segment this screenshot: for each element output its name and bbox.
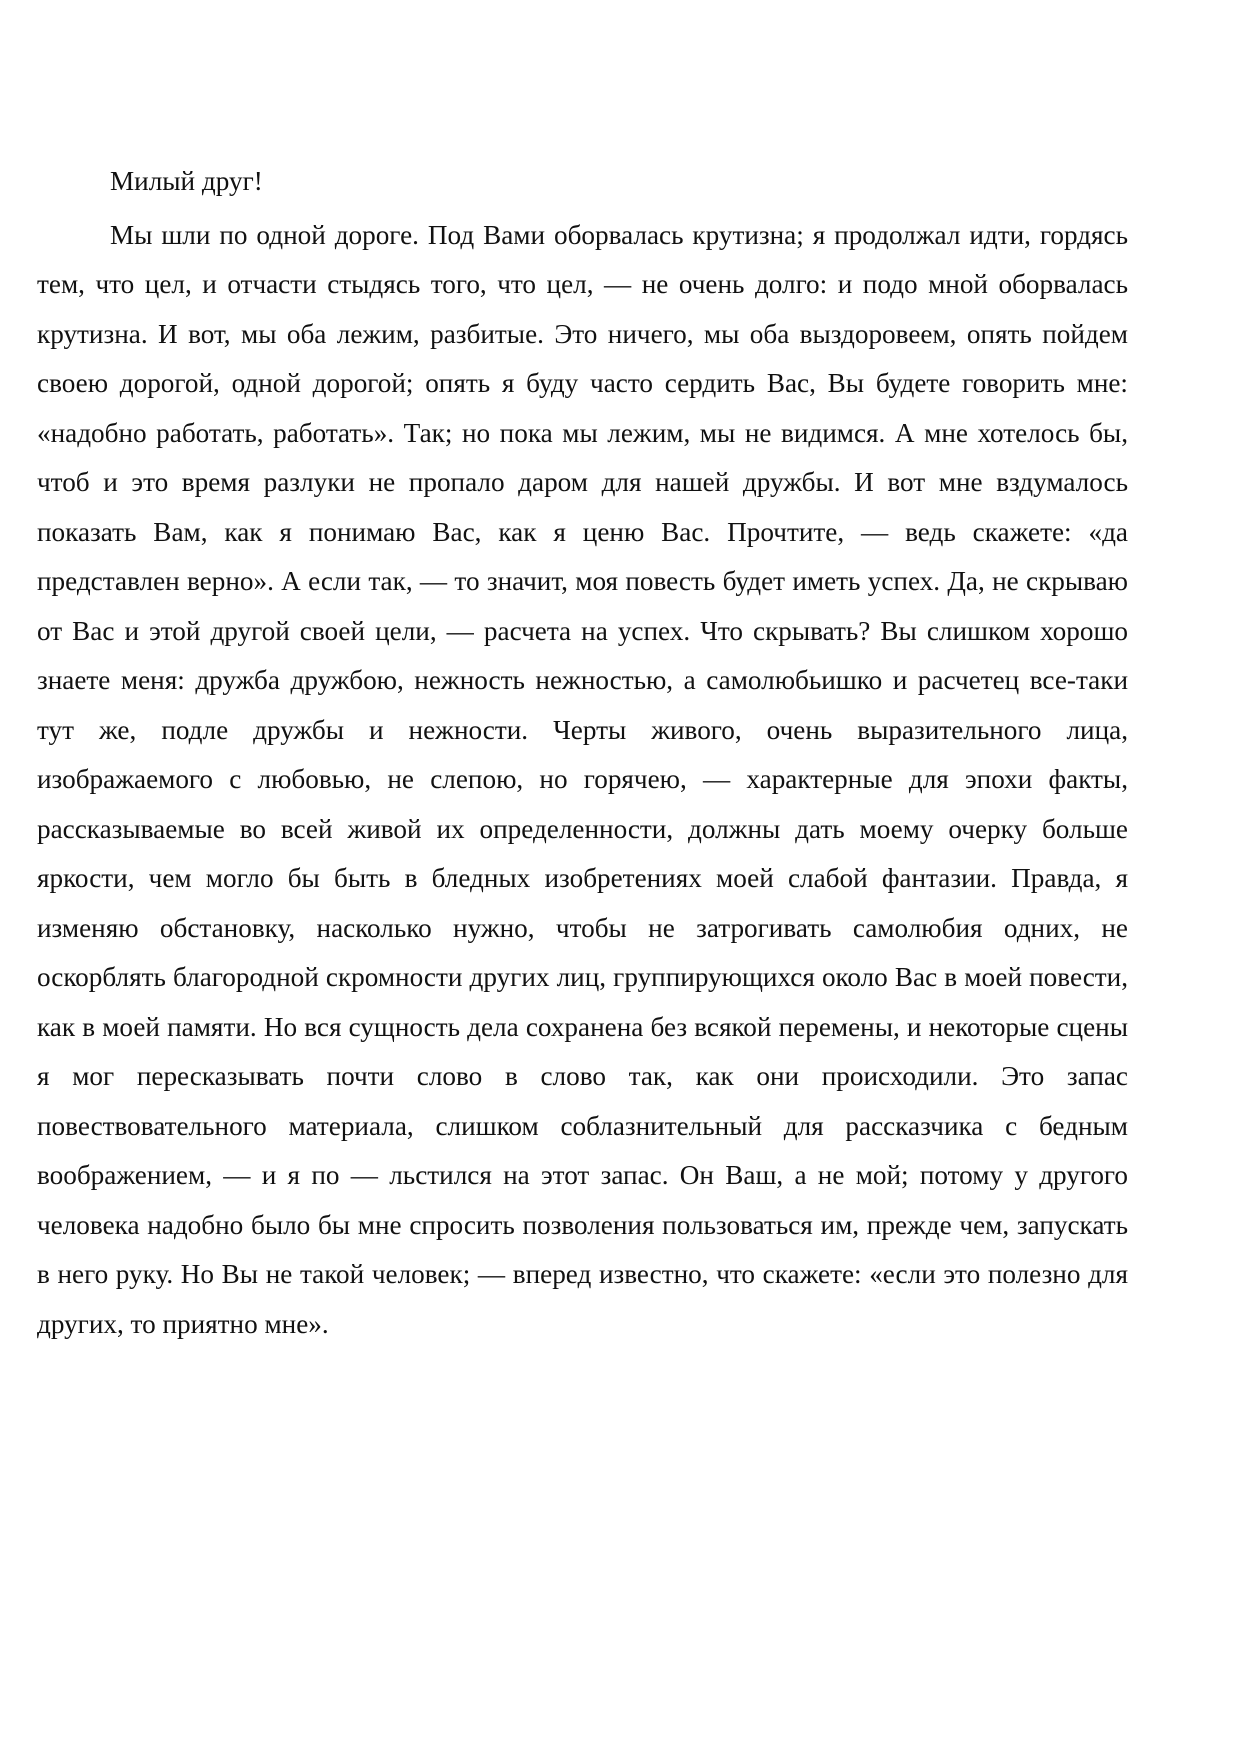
letter-body-paragraph: Мы шли по одной дороге. Под Вами оборвалась крутизна; я продолжал идти, гордясь тем, что цел, и отчасти стыдясь того, что цел, — не очень долго: и подо мной оборвалась крутизна. И вот, мы оба лежим, разбитые. Это ничего, мы оба выздоровеем, опять пойдем своею дорогой, одной дорогой; опять я буду часто сердить Вас, Вы будете говорить мне: «надобно работать, работать». Так; но пока мы лежим, мы не видимся. А мне хотелось бы, чтоб и это время разлуки не пропало даром для нашей дружбы. И вот мне вздумалось показать Вам, как я понимаю Вас, как я ценю Вас. Прочтите, — ведь скажете: «да представлен верно». А если так, — то значит, моя повесть будет иметь успех. Да, не скрываю от Вас и этой другой своей цели, — расчета на успех. Что скрывать? Вы слишком хорошо знаете меня: дружба дружбою, нежность нежностью, а самолюбьишко и расчетец все-таки тут же, подле дружбы и нежности. Черты живого, очень выразительного лица, изображаемого с любовью, не слепою, но горячею, — характерные для эпохи факты, рассказываемые во всей живой их определенности, должны дать моему очерку больше яркости, чем могло бы быть в бледных изобретениях моей слабой фантазии. Правда, я изменяю обстановку, насколько нужно, чтобы не затрогивать самолюбия одних, не оскорблять благородной скромности других лиц, группирующихся около Вас в моей повести, как в моей памяти. Но вся сущность дела сохранена без всякой перемены, и некоторые сцены я мог пересказывать почти слово в слово так, как они происходили. Это запас повествовательного материала, слишком соблазнительный для рассказчика с бедным воображением, — и я по — льстился на этот запас. Он Ваш, а не мой; потому у другого человека надобно было бы мне спросить позволения пользоваться им, прежде чем, запускать в него руку. Но Вы не такой человек; — вперед известно, что скажете: «если это полезно для других, то приятно мне». — [37, 219, 1128, 1339]
letter-greeting: Милый друг! — [110, 166, 263, 196]
letter-text — [37, 157, 1128, 1349]
